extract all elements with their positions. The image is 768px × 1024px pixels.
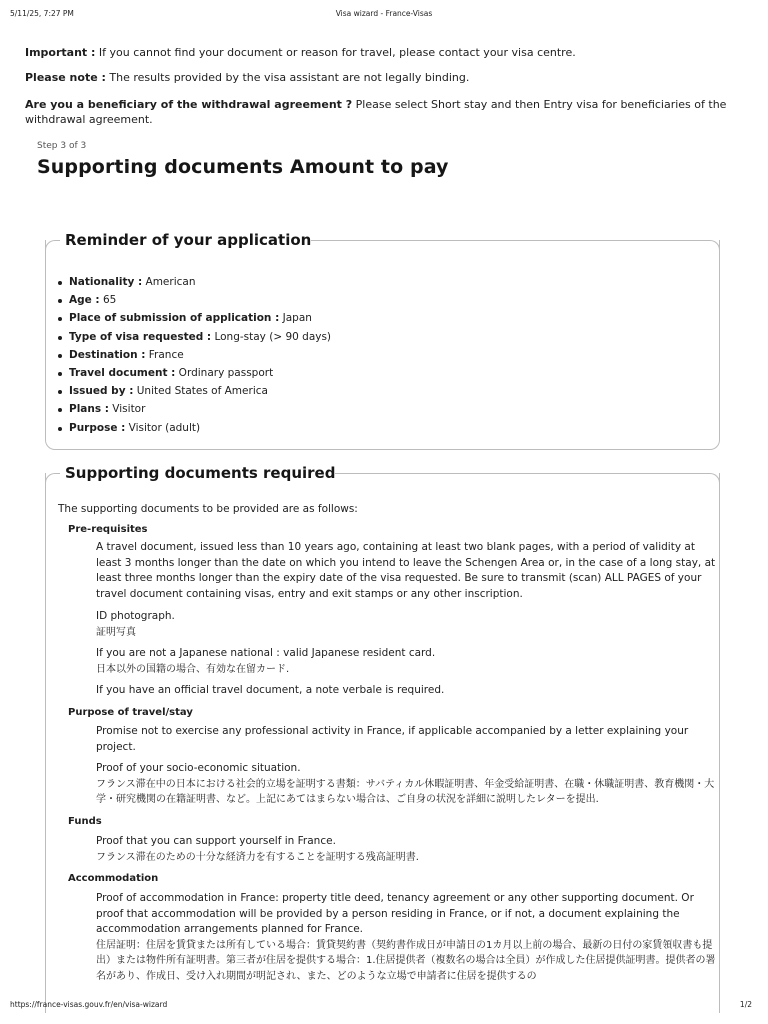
important-text: If you cannot find your document or reason for travel, please contact your visa centre. (95, 46, 576, 59)
print-page-title: Visa wizard - France-Visas (335, 9, 433, 18)
id-photograph-requirement: ID photograph. 証明写真 (96, 610, 175, 638)
step-indicator: Step 3 of 3 (37, 141, 87, 151)
place-of-submission-item: Place of submission of application : Japan (56, 309, 331, 327)
print-datetime: 5/11/25, 7:27 PM (10, 9, 74, 18)
travel-document-item: Travel document : Ordinary passport (56, 364, 331, 382)
reminder-title: Reminder of your application (65, 231, 312, 249)
important-label: Important : (25, 46, 96, 59)
supporting-documents-panel (45, 464, 720, 1013)
please-note-text: The results provided by the visa assistant are not legally binding. (105, 71, 470, 84)
reminder-panel (45, 231, 720, 450)
no-professional-activity-requirement: Promise not to exercise any professional activity in France, if applicable accompanied by a letter explaining your project. (96, 725, 689, 753)
withdrawal-agreement-notice (25, 97, 750, 127)
accommodation-heading: Accommodation (68, 873, 159, 884)
print-header (0, 9, 768, 23)
visa-type-item: Type of visa requested : Long-stay (> 90 days) (56, 328, 331, 346)
age-item: Age : 65 (56, 291, 331, 309)
accommodation-proof-requirement: Proof of accommodation in France: property title deed, tenancy agreement or any other supporting document. Or proof that accommodation will be provided by a person residing in France, or if not, a document explaining the accommodation arrangements planned for France. 住居証明：住居を賃貸または所有している場合：賃貸契約書（契約書作成日が申請日の1カ月以上前の場合、最新の日付の家賃領収書も提出）または物件所有証明書。第三者が住居を提供する場合：1.住居提供者（複数名の場合は全員）が作成した住居提供証明書。提供者の署名があり、作成日、受け入れ期間が明記され、また、どのような立場で申請者に住居を提供するの (96, 892, 716, 982)
socio-economic-proof-requirement: Proof of your socio-economic situation. フランス滞在中の日本における社会的立場を証明する書類：サバティカル休暇証明書、年金受給証明書、在職・休職証明書、教育機関・大学・研究機関の在籍証明書、など。上記にあてはまらない場合は、ご自身の状況を詳細に説明したレターを提出. (96, 762, 715, 806)
print-footer (0, 1000, 768, 1014)
withdrawal-agreement-text: Please select Short stay and then Entry visa for beneficiaries of the withdrawal agreement. (25, 98, 727, 126)
please-note-label: Please note : (25, 71, 106, 84)
important-notice (25, 45, 750, 60)
issued-by-item: Issued by : United States of America (56, 382, 331, 400)
funds-heading: Funds (68, 816, 102, 827)
resident-card-requirement: If you are not a Japanese national : valid Japanese resident card. 日本以外の国籍の場合、有効な在留カード. (96, 647, 436, 675)
please-note-notice (25, 70, 750, 85)
purpose-of-travel-heading: Purpose of travel/stay (68, 707, 193, 718)
page-title: Supporting documents Amount to pay (37, 156, 449, 178)
withdrawal-agreement-label: Are you a beneficiary of the withdrawal agreement ? (25, 98, 353, 111)
application-summary-list (56, 273, 331, 437)
note-verbale-requirement: If you have an official travel document, a note verbale is required. (96, 684, 445, 696)
print-page-number: 1/2 (739, 1000, 752, 1009)
destination-item: Destination : France (56, 346, 331, 364)
supporting-documents-title: Supporting documents required (65, 464, 336, 482)
supporting-documents-intro: The supporting documents to be provided are as follows: (58, 503, 358, 515)
plans-item: Plans : Visitor (56, 400, 331, 418)
prerequisites-heading: Pre-requisites (68, 524, 148, 535)
nationality-item: Nationality : American (56, 273, 331, 291)
travel-document-requirement: A travel document, issued less than 10 years ago, containing at least two blank pages, with a period of validity at least 3 months longer than the date on which you intend to leave the Schengen Area or, in the case of a long stay, at least three months longer than the expiry date of the visa requested. Be sure to transmit (scan) ALL PAGES of your travel document containing visas, entry and exit stamps or any other inscription. (96, 541, 716, 600)
purpose-item: Purpose : Visitor (adult) (56, 419, 331, 437)
funds-proof-requirement: Proof that you can support yourself in France. フランス滞在のための十分な経済力を有することを証明する残高証明書. (96, 835, 419, 863)
print-url: https://france-visas.gouv.fr/en/visa-wizard (10, 1000, 168, 1009)
